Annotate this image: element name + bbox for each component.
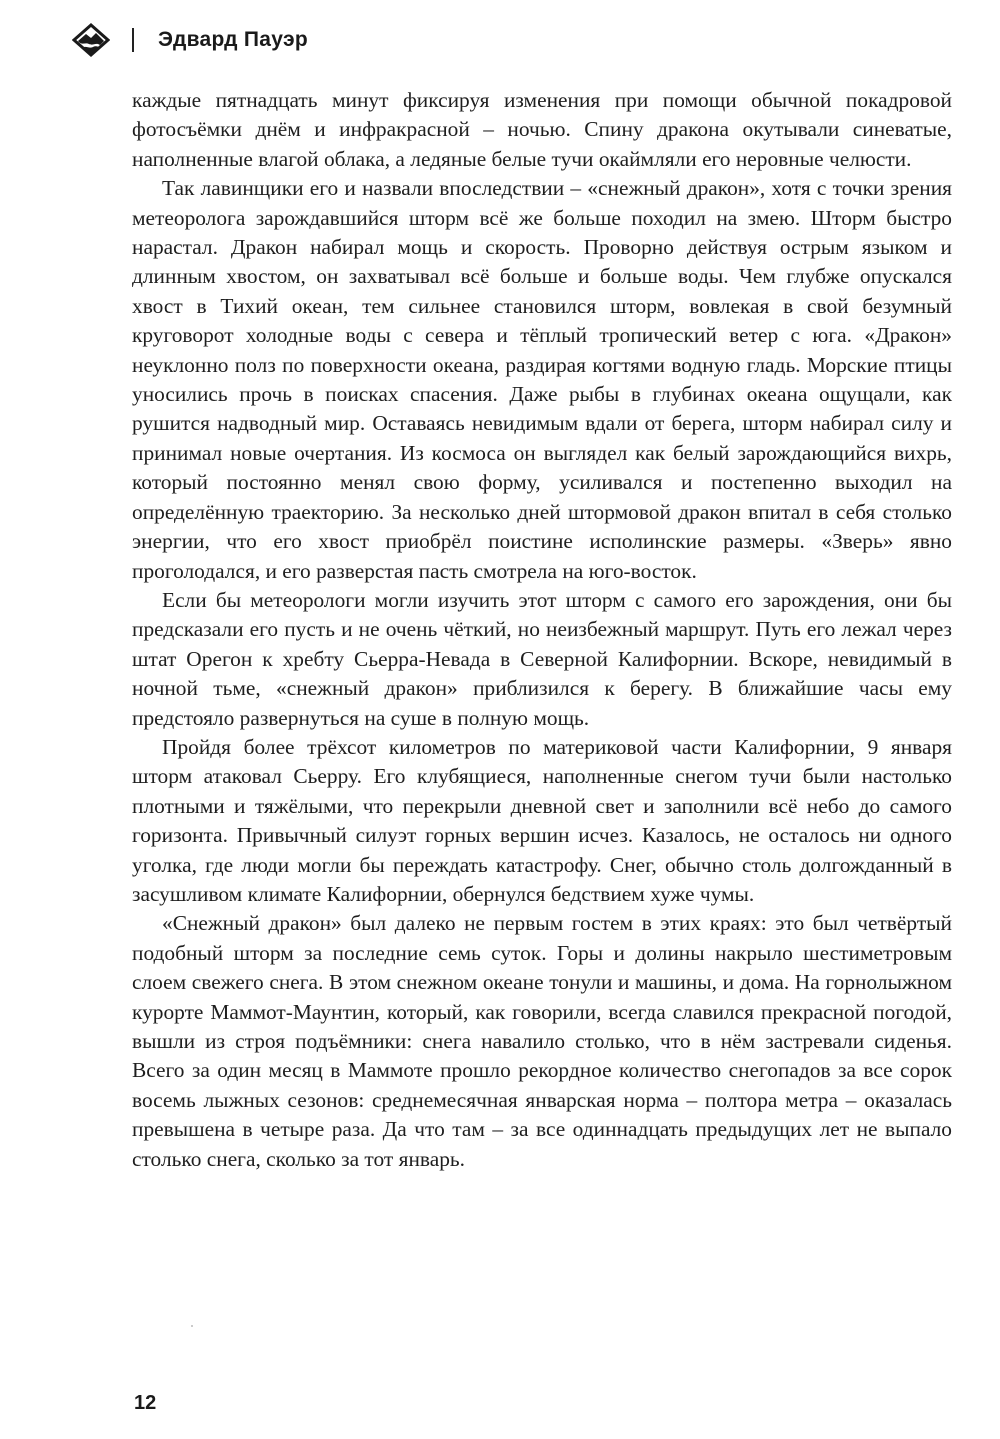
paragraph-3: Если бы метеорологи могли изучить этот шторм с самого его зарождения, они бы предсказали его пусть и не очень чёткий, но неизбежный маршрут. Путь его лежал через штат Орегон к хребту Сьерра-Невада в Северной Калифорнии. Вскоре, невидимый в ночной тьме, «снежный дракон» приблизился к берегу. В ближайшие часы ему предстояло развернуться на суше в полную мощь. [132, 587, 952, 730]
mountain-wave-logo-icon [72, 23, 110, 57]
paragraph-4: Пройдя более трёхсот километров по материковой части Калифорнии, 9 января шторм атаковал Сьерру. Его клубящиеся, наполненные снегом тучи были настолько плотными и тяжёлыми, что перекрыли дневной свет и заполнили всё небо до самого горизонта. Привычный силуэт горных вершин исчез. Казалось, не осталось ни одного уголка, где люди могли бы переждать катастрофу. Снег, обычно столь долгожданный в засушливом климате Калифорнии, обернулся бедствием хуже чумы. [132, 734, 952, 906]
author-name: Эдвард Пауэр [158, 28, 308, 51]
paragraph-2: Так лавинщики его и назвали впоследствии – «снежный дракон», хотя с точки зрения метеоролога зарождавшийся шторм всё же больше походил на змею. Шторм быстро нарастал. Дракон набирал мощь и скорость. Проворно действуя острым языком и длинным хвостом, он захватывал всё больше и больше воды. Чем глубже опускался хвост в Тихий океан, тем сильнее становился шторм, вовлекая в свой безумный круговорот холодные воды с севера и тёплый тропический ветер с юга. «Дракон» неуклонно полз по поверхности океана, раздирая когтями водную гладь. Морские птицы уносились прочь в поисках спасения. Даже рыбы в глубинах океана ощущали, как рушится надводный мир. Оставаясь невидимым вдали от берега, шторм набирал силу и принимал новые очертания. Из космоса он выглядел как белый зарождающийся вихрь, который постоянно менял свою форму, усиливался и постепенно выходил на определённую траекторию. За несколько дней штормовой дракон впитал в себя столько энергии, что его хвост приобрёл поистине исполинские размеры. «Зверь» явно проголодался, и его разверстая пасть смотрела на юго-восток. [132, 176, 952, 583]
page-number: 12 [134, 1392, 157, 1414]
paragraph-1: каждые пятнадцать минут фиксируя изменения при помощи обычной покадровой фотосъёмки днём и инфракрасной – ночью. Спину дракона окутывали синеватые, наполненные влагой облака, а ледяные белые тучи окаймляли его неровные челюсти. [132, 88, 952, 171]
header-divider [132, 28, 134, 52]
paragraph-5: «Снежный дракон» был далеко не первым гостем в этих краях: это был четвёртый подобный шторм за последние семь суток. Горы и долины накрыло шестиметровым слоем свежего снега. В этом снежном океане тонули и машины, и дома. На горнолыжном курорте Маммот-Маунтин, который, как говорили, всегда славился прекрасной погодой, вышли из строя подъёмники: снега навалило столько, что в нём застревали сиденья. Всего за один месяц в Маммоте прошло рекордное количество снегопадов за все сорок восемь лыжных сезонов: среднемесячная январская норма – полтора метра – оказалась превышена в четыре раза. Да что там – за все одиннадцать предыдущих лет не выпало столько снега, сколько за тот январь. [132, 911, 952, 1171]
print-speck [191, 1325, 193, 1327]
running-header [72, 20, 308, 60]
body-text [132, 86, 952, 1174]
